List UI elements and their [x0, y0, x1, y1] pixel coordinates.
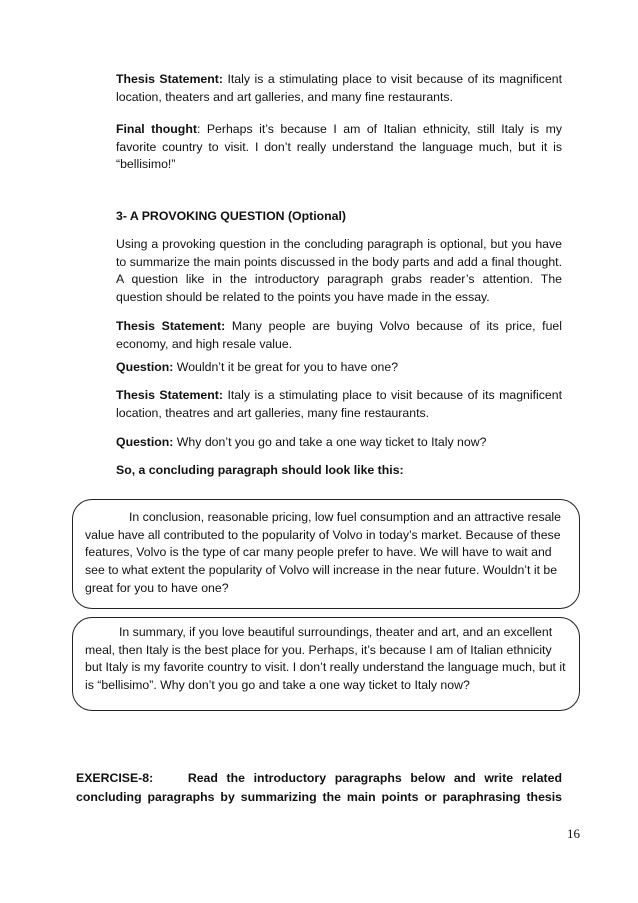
exercise-8 — [76, 769, 562, 807]
volvo-conclusion-box — [72, 499, 580, 609]
question-label: Question: — [116, 435, 174, 449]
italy-conclusion-body: In summary, if you love beautiful surroundings, theater and art, and an excellent meal, then Italy is the best place for you. Perhaps, it’s because I am of Italian ethnicity but Italy is my favorite country to visit. I don’t really understand the language much, but it is “bellisimo”. Why don’t you go and take a one way ticket to Italy now? — [85, 625, 566, 693]
thesis-label: Thesis Statement: — [116, 319, 226, 333]
thesis-statement-italy-2 — [116, 387, 562, 422]
italy-conclusion-box — [72, 617, 580, 711]
thesis-text: Italy is a stimulating place to visit because of its magnificent location, theatres and art galleries, many fine restaurants. — [116, 388, 563, 420]
question-volvo — [116, 359, 562, 377]
thesis-statement-volvo — [116, 318, 562, 353]
thesis-label: Thesis Statement: — [116, 388, 223, 402]
exercise-label: EXERCISE-8: — [76, 771, 154, 785]
question-italy — [116, 434, 562, 452]
final-thought — [116, 121, 562, 174]
thesis-statement-italy-1 — [116, 71, 562, 106]
lead-sentence: So, a concluding paragraph should look like this: — [116, 463, 404, 477]
final-thought-text: : Perhaps it’s because I am of Italian ethnicity, still Italy is my favorite country to visit. I don’t really understand the language much, but it is “bellisimo!” — [116, 122, 563, 171]
question-label: Question: — [116, 360, 174, 374]
page-number: 16 — [567, 826, 580, 841]
final-thought-label: Final thought — [116, 122, 197, 136]
question-text: Wouldn’t it be great for you to have one? — [173, 360, 399, 374]
question-text: Why don’t you go and take a one way ticket to Italy now? — [173, 435, 487, 449]
intro-paragraph: Using a provoking question in the concluding paragraph is optional, but you have to summarize the main points discussed in the body parts and add a final thought. A question like in the introductory paragraph grabs reader’s attention. The question should be related to the points you have made in the essay. — [116, 237, 562, 304]
thesis-label: Thesis Statement: — [116, 72, 223, 86]
thesis-text: Italy is a stimulating place to visit because of its magnificent location, theaters and art galleries, and many fine restaurants. — [116, 72, 563, 104]
thesis-text: Many people are buying Volvo because of its price, fuel economy, and high resale value. — [116, 319, 562, 351]
exercise-text: Read the introductory paragraphs below and write related concluding paragraphs by summarizing the main points or paraphrasing thesis — [76, 771, 563, 804]
volvo-conclusion-text — [85, 509, 569, 598]
volvo-conclusion-body: In conclusion, reasonable pricing, low fuel consumption and an attractive resale value have all contributed to the popularity of Volvo in today’s market. Because of these features, Volvo is the type of car many people prefer to have. We will have to wait and see to what extent the popularity of Volvo will increase in the near future. Wouldn’t it be great for you to have one? — [85, 510, 562, 595]
section-heading: 3- A PROVOKING QUESTION (Optional) — [116, 209, 347, 223]
italy-conclusion-text — [85, 624, 569, 695]
